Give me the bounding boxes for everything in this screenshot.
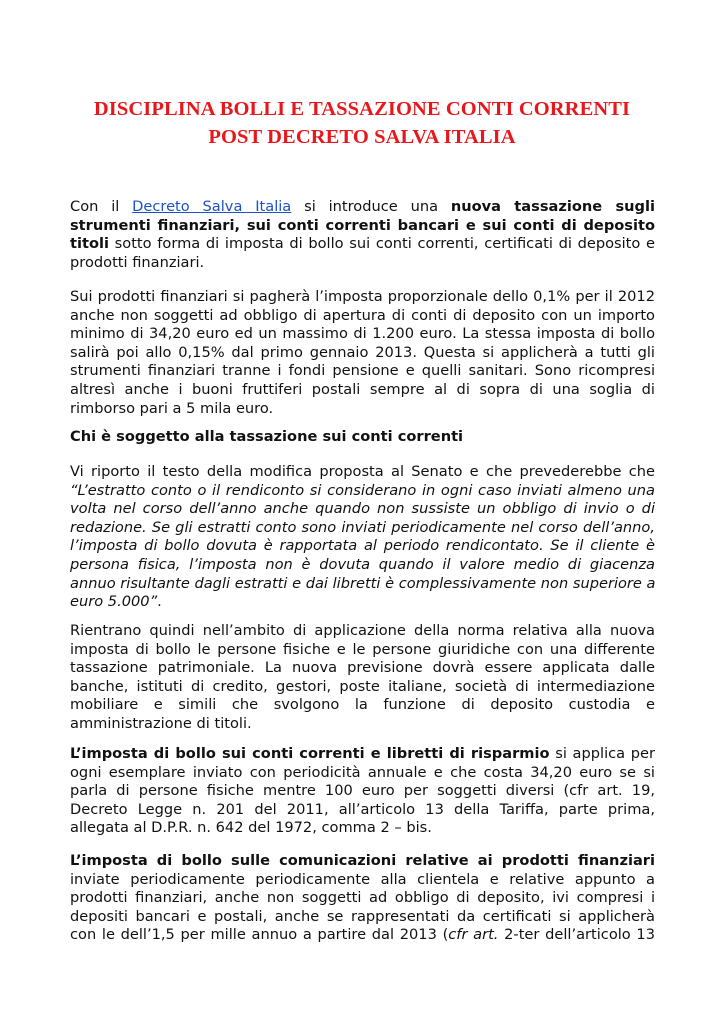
text-line — [70, 745, 655, 764]
intro-paragraph — [70, 198, 655, 272]
text-span: 2-ter dell’articolo 13 — [498, 926, 656, 944]
text-line: tassazione patrimoniale. La nuova previsione dovrà essere applicata dalle — [70, 659, 655, 677]
text-span: si applica per — [549, 745, 655, 762]
text-line: ogni esemplare inviato con periodicità annuale e che costa 34,20 euro se si — [70, 763, 655, 781]
text-line: inviate periodicamente periodicamente alla clientela e relative appunto a — [70, 870, 655, 888]
text-span: . — [157, 593, 162, 611]
text-line: banche, istituti di credito, gestori, poste italiane, società di intermediazione — [70, 677, 655, 695]
text-span: si introduce una — [291, 198, 451, 215]
bold-text-line: L’imposta di bollo sulle comunicazioni relative ai prodotti finanziari — [70, 852, 655, 869]
text-span: Con il — [70, 198, 133, 215]
text-line: Sui prodotti finanziari si pagherà l’imposta proporzionale dello 0,1% per il 2012 — [70, 288, 655, 305]
title-line-1: DISCIPLINA BOLLI E TASSAZIONE CONTI CORRENTI — [93, 98, 631, 120]
bold-text: L’imposta di bollo sui conti correnti e libretti di risparmio — [70, 745, 550, 762]
quote-line: “L’estratto conto o il rendiconto si considerano in ogni caso inviati almeno una — [70, 481, 655, 499]
text-line: anche non soggetti ad obbligo di apertura di conti di deposito con un importo — [70, 306, 655, 324]
text-line — [70, 198, 655, 217]
bold-text-line: strumenti finanziari, sui conti correnti bancari e sui conti di deposito — [70, 216, 655, 234]
quote-line: l’imposta di bollo dovuta è rapportata al periodo rendicontato. Se il cliente è — [70, 537, 655, 555]
imposta-conti-correnti-paragraph — [70, 745, 655, 838]
section-heading — [70, 428, 655, 447]
quote-text: euro 5.000” — [70, 593, 158, 611]
text-line — [70, 235, 655, 254]
text-line: imposta di bollo le persone fisiche e le persone giuridiche con una differente — [70, 640, 655, 658]
text-line: amministrazione di titoli. — [70, 714, 252, 732]
text-span: sotto forma di imposta di bollo sui conti correnti, certificati di deposito e — [109, 235, 655, 253]
text-line: altresì anche i buoni fruttiferi postali sempre al di sopra di una soglia di — [70, 380, 655, 398]
document-title — [60, 95, 664, 151]
text-line: Vi riporto il testo della modifica proposta al Senato e che prevederebbe che — [70, 463, 655, 480]
imposta-prodotti-finanziari-paragraph — [70, 852, 655, 945]
ambito-applicazione-paragraph — [70, 622, 655, 734]
quote-line: annuo risultante dagli estratti e dai libretti è complessivamente non superiore a — [70, 574, 656, 592]
quote-line: volta nel corso dell’anno anche quando non sussiste un obbligo di invio o di — [70, 500, 655, 518]
quote-line: persona fisica, l’imposta non è dovuta quando il valore medio di giacenza — [70, 555, 655, 573]
quote-line: redazione. Se gli estratti conto sono inviati periodicamente nel corso dell’anno, — [70, 518, 655, 536]
modifica-senato-paragraph — [70, 463, 655, 612]
text-line: prodotti finanziari, anche non soggetti ad obbligo di deposito, ivi compresi i — [70, 889, 655, 907]
italic-text: cfr art. — [448, 926, 499, 944]
text-line: prodotti finanziari. — [70, 253, 205, 271]
bold-text: nuova tassazione sugli — [450, 198, 655, 215]
prodotti-finanziari-paragraph — [70, 288, 655, 418]
text-line: parla di persone fisiche mentre 100 euro per soggetti diversi (cfr art. 19, — [70, 782, 655, 800]
text-line: Rientrano quindi nell’ambito di applicazione della norma relativa alla nuova — [70, 622, 655, 639]
text-span: con le dell’1,5 per mille annuo a partire dal 2013 ( — [70, 926, 449, 944]
text-line: rimborso pari a 5 mila euro. — [70, 399, 274, 417]
text-line: Decreto Legge n. 201 del 2011, all’articolo 13 della Tariffa, parte prima, — [70, 800, 655, 818]
heading-text: Chi è soggetto alla tassazione sui conti correnti — [70, 428, 464, 445]
text-line: depositi bancari e postali, anche se rappresentati da certificati si applicherà — [70, 907, 655, 925]
text-line: mobiliare e simili che svolgono la funzione di deposito custodia e — [70, 696, 655, 714]
text-line — [70, 593, 655, 612]
text-line: allegata al D.P.R. n. 642 del 1972, comma 2 – bis. — [70, 819, 432, 837]
text-line: salirà poi allo 0,15% dal primo gennaio 2013. Questa si applicherà a tutti gli — [70, 343, 655, 361]
title-line-2: POST DECRETO SALVA ITALIA — [208, 126, 516, 148]
text-line: strumenti finanziari tranne i fondi pensione e quelli sanitari. Sono ricompresi — [70, 362, 655, 380]
text-line — [70, 926, 655, 945]
bold-text: titoli — [70, 235, 109, 253]
text-line: minimo di 34,20 euro ed un massimo di 1.200 euro. La stessa imposta di bollo — [70, 325, 655, 343]
decreto-salva-italia-link[interactable]: Decreto Salva Italia — [132, 198, 292, 215]
